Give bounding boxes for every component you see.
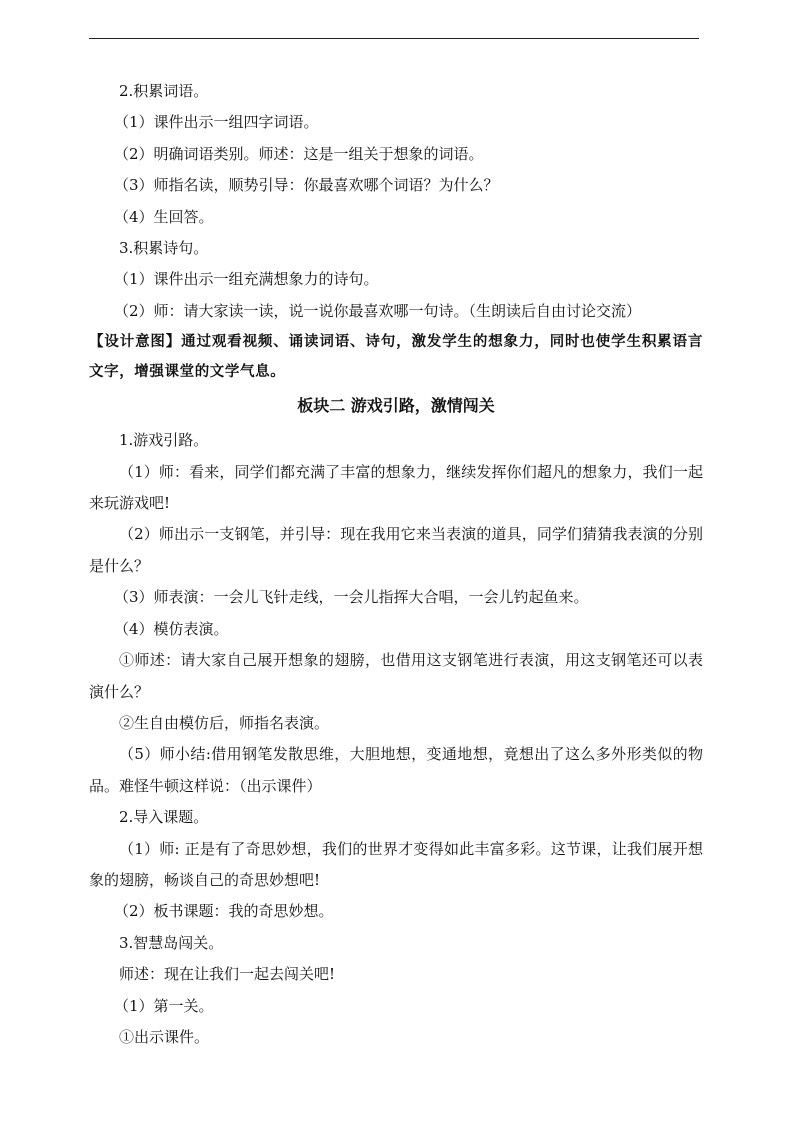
- step-teacher-ideas: （1）师: 正是有了奇思妙想，我们的世界才变得如此丰富多彩。这节课，让我们展开想象的翅膀，畅谈自己的奇思妙想吧!: [89, 839, 703, 889]
- step-show-idioms: （1）课件出示一组四字词语。: [114, 113, 319, 132]
- step-teacher-imagination: （1）师：看来，同学们都充满了丰富的想象力，继续发挥你们超凡的想象力，我们一起来玩游戏吧!: [89, 462, 703, 513]
- step-read-poems: （2）师：请大家读一读，说一说你最喜欢哪一句诗。（生朗读后自由讨论交流）: [114, 301, 642, 320]
- design-intent: 【设计意图】通过观看视频、诵读词语、诗句，激发学生的想象力，同时也使学生积累语言文字，增强课堂的文学气息。: [89, 333, 703, 381]
- heading-intro-topic: 2.导入课题。: [119, 808, 209, 827]
- step-level-one: （1）第一关。: [114, 996, 214, 1015]
- step-student-answer: （4）生回答。: [114, 207, 214, 226]
- step-show-poems: （1）课件出示一组充满想象力的诗句。: [114, 270, 379, 289]
- heading-wisdom-island: 3.智慧岛闯关。: [119, 933, 224, 952]
- heading-accumulate-words: 2.积累词语。: [119, 82, 209, 100]
- step-imitate-1: ①师述：请大家自己展开想象的翅膀，也借用这支钢笔进行表演，用这支钢笔还可以表演什么？: [89, 651, 703, 701]
- step-board-title: （2）板书课题：我的奇思妙想。: [114, 902, 334, 921]
- heading-accumulate-poems: 3.积累诗句。: [119, 239, 209, 258]
- step-imitate: （4）模仿表演。: [114, 619, 229, 638]
- header-rule: [89, 38, 699, 39]
- step-summary: （5）师小结:借用钢笔发散思维，大胆地想，变通地想，竟想出了这么多外形类似的物品。难怪牛顿这样说：（出示课件）: [89, 745, 703, 795]
- step-word-category: （2）明确词语类别。师述：这是一组关于想象的词语。: [114, 144, 484, 163]
- step-lets-go: 师述：现在让我们一起去闯关吧!: [119, 965, 336, 984]
- step-imitate-2: ②生自由模仿后，师指名表演。: [119, 713, 330, 732]
- step-teacher-perform: （3）师表演：一会儿飞针走线，一会儿指挥大合唱，一会儿钓起鱼来。: [114, 588, 589, 607]
- heading-game-lead: 1.游戏引路。: [119, 431, 209, 450]
- step-show-pen: （2）师出示一支钢笔，并引导：现在我用它来当表演的道具，同学们猜猜我表演的分别是什么？: [89, 525, 703, 575]
- step-name-read: （3）师指名读，顺势引导：你最喜欢哪个词语？为什么？: [114, 176, 499, 195]
- document-body: [89, 76, 703, 1053]
- step-show-courseware: ①出示课件。: [119, 1027, 210, 1046]
- section-title: 板块二 游戏引路，激情闯关: [297, 396, 495, 416]
